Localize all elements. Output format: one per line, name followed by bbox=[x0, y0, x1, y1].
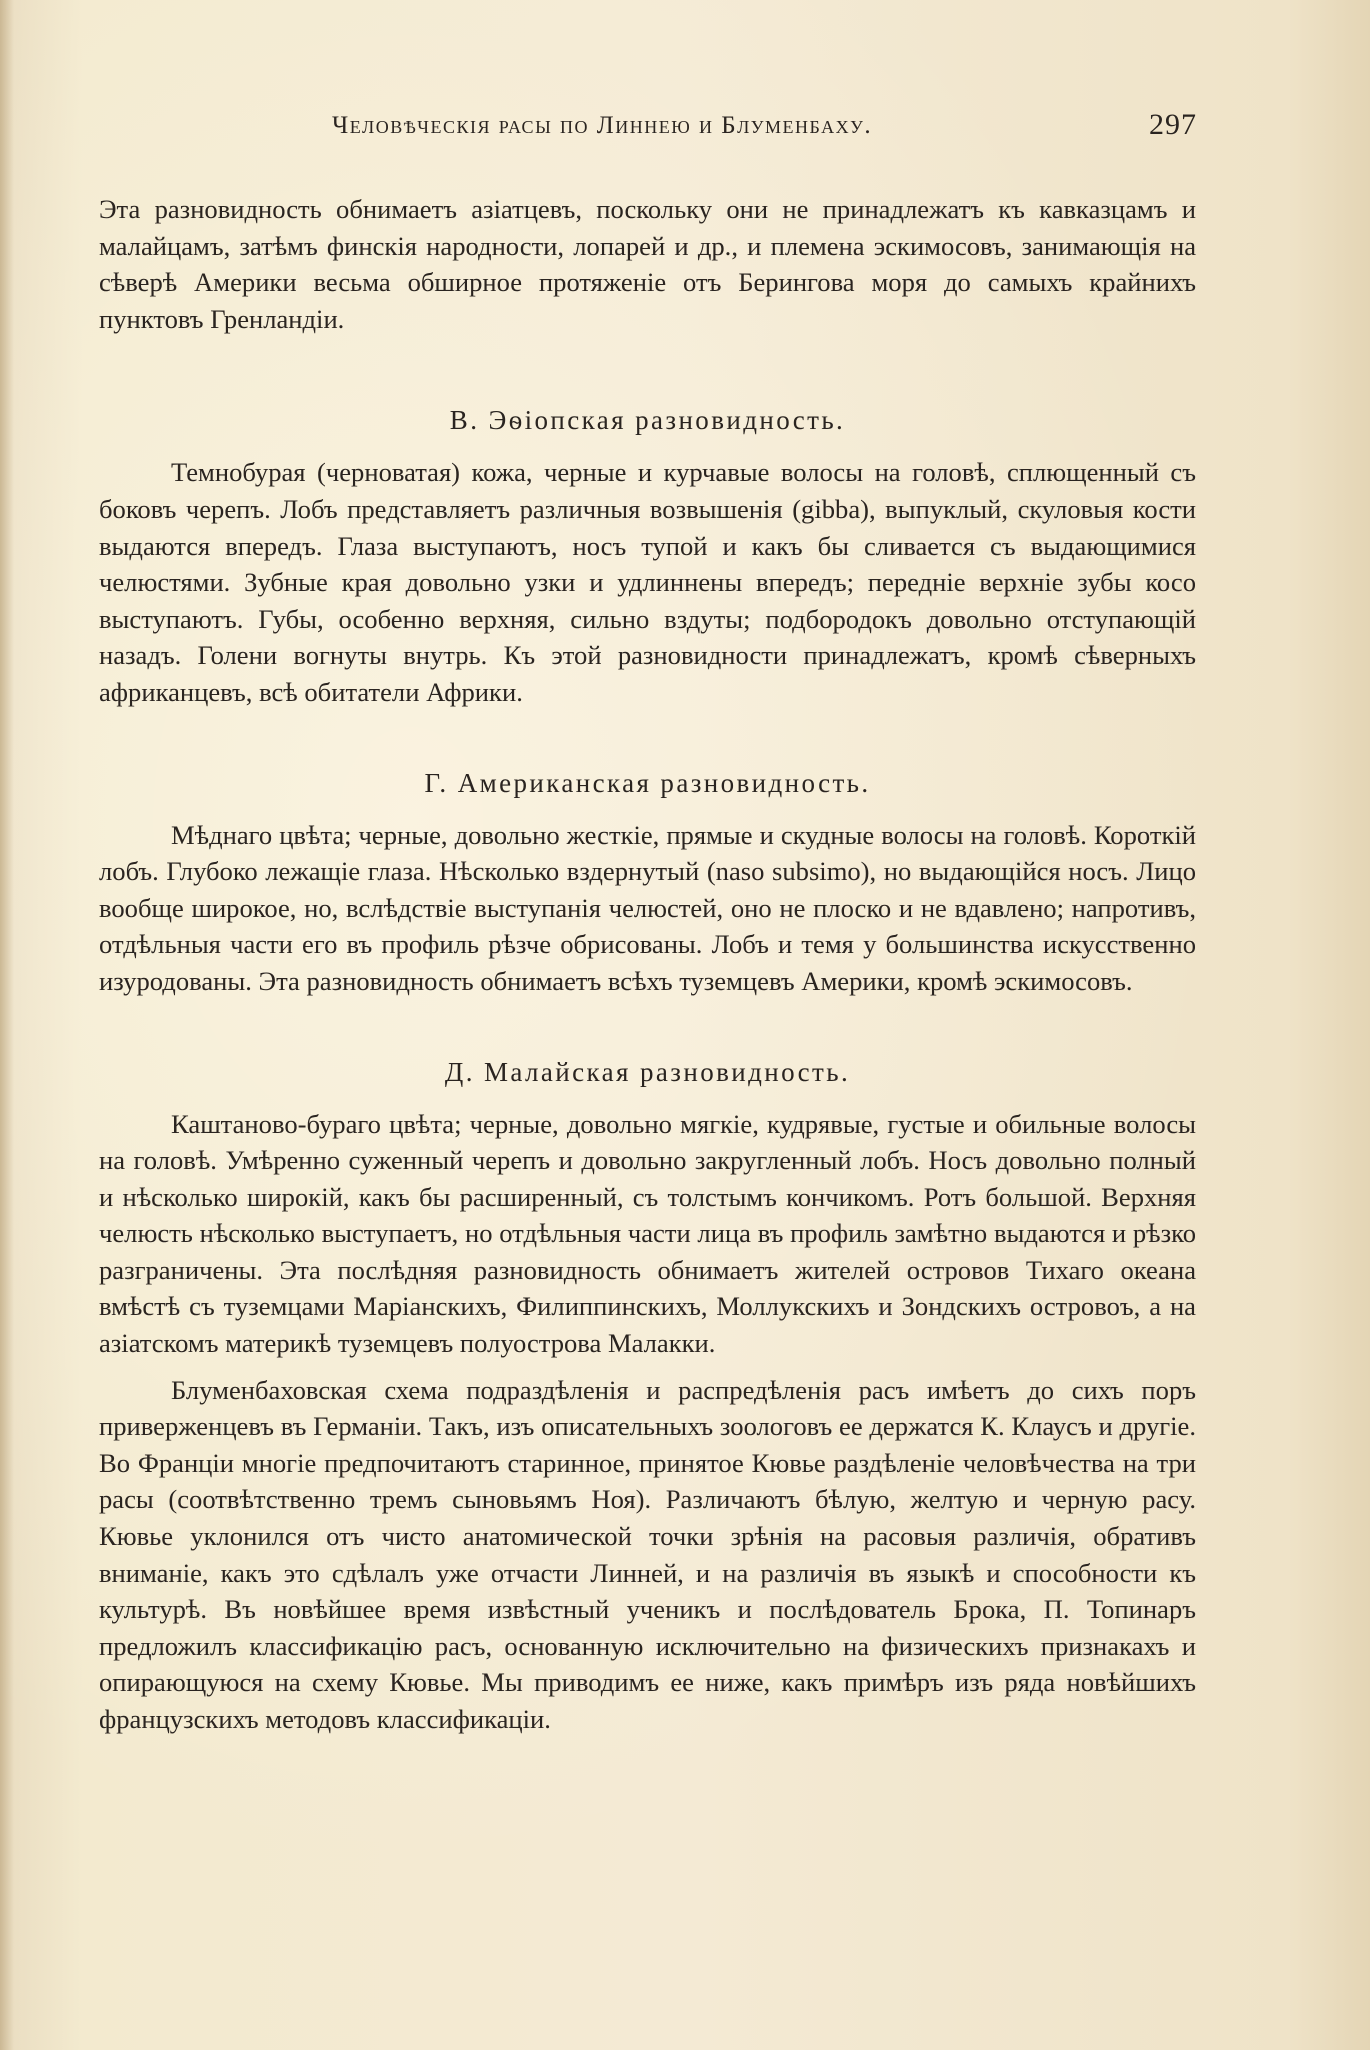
page-number: 297 bbox=[1149, 108, 1197, 141]
section-heading-malay: Д. Малайская разновидность. bbox=[444, 1056, 851, 1087]
paragraph-blumenbach-scheme: Блуменбаховская схема подраздѣленія и распредѣленія расъ имѣетъ до сихъ поръ приверженцевъ въ Германіи. Такъ, изъ описательныхъ зоологовъ ее держатся К. Клаусъ и другіе. Во Франціи многіе предпочитаютъ старинное, принятое Кювье раздѣленіе человѣчества на три расы (соотвѣтственно тремъ сыновьямъ Ноя). Различаютъ бѣлую, желтую и черную расу. Кювье уклонился отъ чисто анатомической точки зрѣнія на расовыя различія, обративъ вниманіе, какъ это сдѣлалъ уже отчасти Линней, и на различія въ языкѣ и способности къ культурѣ. Въ новѣйшее время извѣстный ученикъ и послѣдователь Брока, П. Топинаръ предложилъ классификацію расъ, основанную исключительно на физическихъ признакахъ и опирающуюся на схему Кювье. Мы приводимъ ее ниже, какъ примѣръ изъ ряда новѣйшихъ французскихъ методовъ классификаціи. bbox=[99, 1374, 1196, 1734]
running-head: Человѣческія расы по Линнею и Блуменбаху. bbox=[332, 112, 873, 139]
page-header bbox=[100, 108, 1197, 152]
paragraph-ethiopian: Темнобурая (черноватая) кожа, черные и курчавые волосы на головѣ, сплющенный съ боковъ черепъ. Лобъ представляетъ различныя возвышенія (gibba), выпуклый, скуловыя кости выдаются впередъ. Глаза выступаютъ, носъ тупой и какъ бы сливается съ выдающимися челюстями. Зубные края довольно узки и удлиннены впередъ; передніе верхніе зубы косо выступаютъ. Губы, особенно верхняя, сильно вздуты; подбородокъ довольно отступающій назадъ. Голени вогнуты внутрь. Къ этой разновидности принадлежатъ, кромѣ сѣверныхъ африканцевъ, всѣ обитатели Африки. bbox=[99, 457, 1196, 707]
section-heading-ethiopian: В. Эѳіопская разновидность. bbox=[449, 405, 846, 436]
page-edge-shadow bbox=[0, 0, 14, 2050]
paragraph-malay: Каштаново-бураго цвѣта; черные, довольно мягкіе, кудрявые, густые и обильные волосы на головѣ. Умѣренно суженный черепъ и довольно закругленный лобъ. Носъ довольно полный и нѣсколько широкій, какъ бы расширенный, съ толстымъ кончикомъ. Ротъ большой. Верхняя челюсть нѣсколько выступаетъ, но отдѣльныя части лица въ профиль замѣтно выдаются и рѣзко разграничены. Эта послѣдняя разновидность обнимаетъ жителей островов Тихаго океана вмѣстѣ съ туземцами Маріанскихъ, Филиппинскихъ, Моллукскихъ и Зондскихъ островоъ, а на азіатскомъ материкѣ туземцевъ полуострова Малакки. bbox=[99, 1108, 1196, 1359]
paragraph-continuation: Эта разновидность обнимаетъ азіатцевъ, поскольку они не принадлежатъ къ кавказцамъ и малайцамъ, затѣмъ финскія народности, лопарей и др., и племена эскимосовъ, занимающія на сѣверѣ Америки весьма обширное протяженіе отъ Берингова моря до самыхъ крайнихъ пунктовъ Гренландіи. bbox=[99, 194, 1196, 334]
body-text bbox=[99, 191, 1196, 1738]
section-heading-american: Г. Американская разновидность. bbox=[424, 767, 871, 798]
paragraph-american: Мѣднаго цвѣта; черные, довольно жесткіе, прямые и скудные волосы на головѣ. Короткій лобъ. Глубоко лежащіе глаза. Нѣсколько вздернутый (naso subsimo), но выдающійся носъ. Лицо вообще широкое, но, вслѣдствіе выступанія челюстей, оно не плоско и не вдавлено; напротивъ, отдѣльныя части его въ профиль рѣзче обрисованы. Лобъ и темя у большинства искусственно изуродованы. Эта разновидность обнимаетъ всѣхъ туземцевъ Америки, кромѣ эскимосовъ. bbox=[99, 819, 1196, 996]
